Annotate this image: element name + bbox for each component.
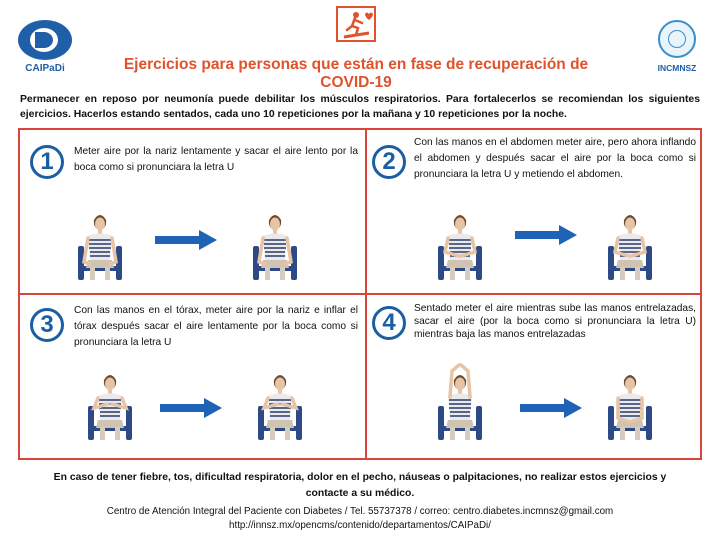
warning-text: En caso de tener fiebre, tos, dificultad respiratoria, dolor en el pecho, náuseas o palpitaciones, no realizar estos ejercicios y contacte a su médico. [53, 472, 667, 499]
person-seated-figure [430, 352, 490, 440]
arrow-right-icon [155, 230, 217, 250]
person-seated-figure [430, 212, 490, 280]
exercise-text-3: Con las manos en el tórax, meter aire por la nariz e inflar el tórax después sacar el aire lentamente por la boca como si pronunciara la letra U [74, 305, 358, 348]
arrow-right-icon [160, 398, 222, 418]
intro-paragraph: Permanecer en reposo por neumonía puede debilitar los músculos respiratorios. Para fortalecerlos se recomiendan los siguientes ejercicios. Hacerlos estando sentados, cada uno 10 repeticiones por la mañana y 10 repeticiones por la noche. [20, 94, 700, 120]
arrow-right-icon [515, 225, 577, 245]
incmnsz-seal [648, 20, 706, 78]
treadmill-heart-icon [336, 6, 376, 42]
exercise-number-1: 1 [30, 145, 64, 179]
header [0, 0, 720, 91]
caipadi-logo-label: CAIPaDi [25, 63, 65, 74]
person-seated-figure [80, 372, 140, 440]
exercise-number-4: 4 [372, 306, 406, 340]
person-seated-figure [600, 372, 660, 440]
exercise-text-2: Con las manos en el abdomen meter aire, pero ahora inflando el abdomen y después sacar el aire por la boca como si pronunciara la letra U y metiendo el abdomen. [414, 137, 696, 180]
person-seated-figure [250, 372, 310, 440]
caipadi-logo [14, 20, 76, 78]
exercise-text-4: Sentado meter el aire mientras sube las manos entrelazadas, sacar el aire (por la boca como si pronunciara la letra U) mientras baja las manos entrelazadas [414, 303, 696, 340]
arrow-right-icon [520, 398, 582, 418]
exercise-number-3: 3 [30, 308, 64, 342]
grid-divider-horizontal [18, 293, 702, 295]
exercise-number-2: 2 [372, 145, 406, 179]
footer-contact: Centro de Atención Integral del Paciente con Diabetes / Tel. 55737378 / correo: centro.diabetes.incmnsz@gmail.com [106, 506, 614, 517]
person-seated-figure [600, 212, 660, 280]
incmnsz-logo-label: INCMNSZ [657, 63, 697, 73]
exercise-text-1: Meter aire por la nariz lentamente y sacar el aire lento por la boca como si pronunciara la letra U [74, 146, 358, 173]
person-seated-figure [70, 212, 130, 280]
person-seated-figure [245, 212, 305, 280]
footer-url: http://innsz.mx/opencms/contenido/departamentos/CAIPaDi/ [229, 520, 491, 531]
page-title: Ejercicios para personas que están en fase de recuperación de COVID-19 [123, 56, 589, 91]
